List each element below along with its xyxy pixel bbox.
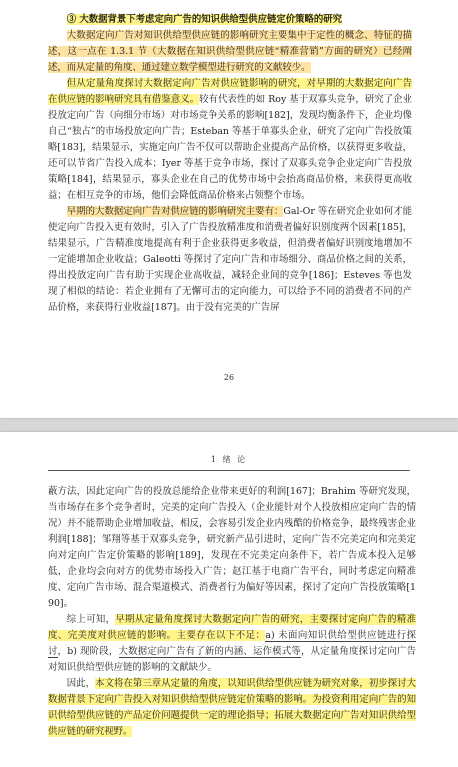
underlined-text: 大数据定向广告有了新的内涵、运作模式等 <box>118 646 301 657</box>
highlighted-paragraph: 大数据定向广告对知识供给型供应链的影响研究主要集中于定性的概念、特征的描述，这一点在 1.3.1 节（大数据在知识供给型供应链“精准营销”方面的研究）已经阐述，而从定量的角度、通过建立数学模型进行研究的文献较少。 <box>48 30 412 73</box>
paragraph-1 <box>48 484 416 612</box>
underlined-text: a) 未面向知识供给型供应链进行探讨 <box>48 630 416 657</box>
paragraph-text: Gal-Or 等在研究企业如何才能使定向广告投入更有效时，引入了广告投放精准度和消费者偏好识别度两个因素[185]，结果显示，广告精准度地提高有利于企业获得更多收益，但消费者偏好识别度地增加不一定能增加企业收益；Galeotti 等探讨了定向广告和市场细分、商品价格之间的关系，得出投放定向广告有助于实现企业高收益，减轻企业间的竞争[186]；Esteves 等也发现了相似的结论：若企业拥有了无懈可击的定向能力，可以给予不同的消费者不同的产品价格，来获得行业收益[187]。由于没有完美的广告屏 <box>48 206 412 313</box>
running-header: 1 绪 论 <box>48 454 410 471</box>
page-body <box>48 484 416 740</box>
section-heading-text: ③ 大数据背景下考虑定向广告的知识供给型供应链定价策略的研究 <box>66 14 342 25</box>
highlighted-sentence: 早期的大数据定向广告对供应链的影响研究主要有： <box>66 206 284 217</box>
paragraph-text: 综上可知， <box>66 614 116 625</box>
highlighted-sentence: 但从定量角度探讨大数据定向广告对供应链影响的研究，对早期的大数据定向广告在供应链的影响研究具有借鉴意义。 <box>48 78 412 105</box>
paragraph-text: 较有代表性的如 Roy 基于双寡头竞争，研究了企业投放定向广告（向细分市场）对市场竞争关系的影响[182]，发现均衡条件下，企业均像自己“独占”的市场投放定向广告；Esteban 等基于单寡头企业，研究了定向广告投放策略[183]，结果显示，实施定向广告不仅可以帮助企业提高产品价格，以获得更多收益，还可以节省广告投入成本；Iyer 等基于竞争市场，探讨了双寡头竞争企业定向广告投放策略[184]，结果显示，寡头企业在自己的优势市场中会抬高商品价格，来获得更高收益；在相互竞争的市场，他们会降低商品价格来占领整个市场。 <box>48 94 412 201</box>
highlighted-sentence: 早期从定量角度探讨大数据定向广告的研究，主要探讨定向广告的精准度、完美度对供应链的影响。主要存在以下不足： <box>48 614 416 641</box>
paragraph-3 <box>48 204 412 316</box>
highlighted-sentence: 本文将在第三章从定量的角度，以知识供给型供应链为研究对象，初步探讨大数据背景下定向广告投入对知识供给型供应链定价策略的影响。为投资利用定向广告的知识供给型供应链的产品定价问题提供一定的理论指导；拓展大数据定向广告对知识供给型供应链的研究视野。 <box>48 678 416 737</box>
paragraph-text: ，b) 现阶段， <box>57 646 119 657</box>
paragraph-text: 因此， <box>66 678 96 689</box>
paragraph-text: ，从定量角度探讨定向广告对知识供给型供应链的影响的文献缺少。 <box>48 646 416 673</box>
paragraph-3 <box>48 676 416 740</box>
paragraph-text: 蔽方法，因此定向广告的投放总能给企业带来更好的利润[167]；Brahim 等研究发现，当市场存在多个竞争者时，完美的定向广告投入（企业能针对个人投放相应定向广告的情况）并不能帮助企业增加收益，相反，会容易引发企业内残酷的价格竞争，最终残害企业利润[188]；邹翔等基于双寡头竞争，研究新产品引进时，定向广告不完美定向和完美定向对定向广告定价策略的影响[189]，发现在不完美定向条件下，若广告成本投入足够低，企业均会向对方的优势市场投入广告；赵江基于电商广告平台，同时考虑定向精准度、定向广告市场、混合渠道模式、消费者行为偏好等因素，探讨了定向广告投放策略[190]。 <box>48 486 416 609</box>
page-number: 26 <box>223 373 235 382</box>
page-body <box>48 12 412 316</box>
paragraph-2 <box>48 612 416 676</box>
document-page-27 <box>0 432 458 767</box>
paragraph-2 <box>48 76 412 204</box>
section-heading <box>48 12 412 28</box>
paragraph-1 <box>48 28 412 76</box>
